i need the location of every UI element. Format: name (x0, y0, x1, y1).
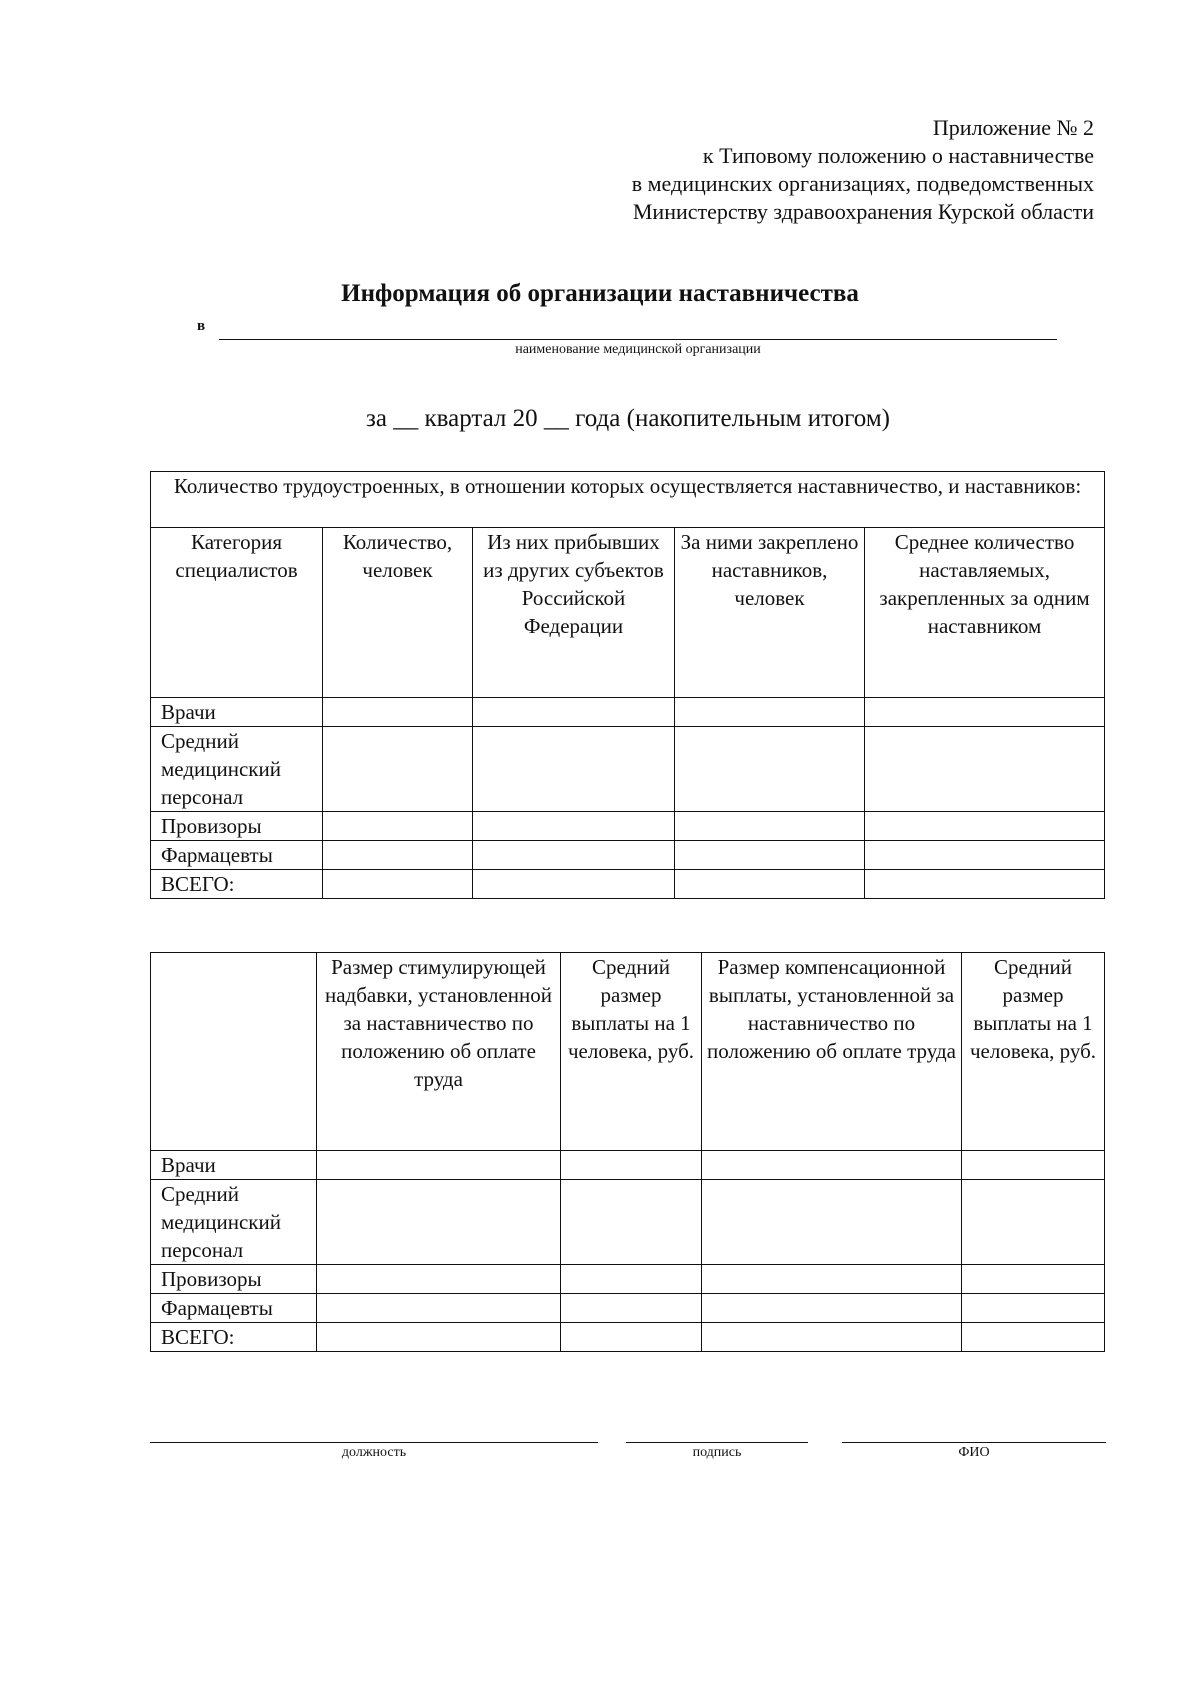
organization-prefix: в (197, 318, 206, 334)
data-cell[interactable] (473, 841, 675, 870)
data-cell[interactable] (675, 727, 865, 812)
data-cell[interactable] (675, 812, 865, 841)
row-label: Провизоры (151, 1265, 317, 1294)
table2-header-cell: Размер компенсационной выплаты, установленной за наставничество по положению об оплате труда (702, 953, 962, 1151)
table-row (151, 1180, 1105, 1265)
row-label: Провизоры (151, 812, 323, 841)
table-row (151, 841, 1105, 870)
table1-caption: Количество трудоустроенных, в отношении которых осуществляется наставничество, и наставников: (151, 472, 1105, 528)
data-cell[interactable] (865, 727, 1105, 812)
data-cell[interactable] (675, 698, 865, 727)
appendix-line: Министерству здравоохранения Курской области (632, 199, 1094, 224)
data-cell[interactable] (865, 870, 1105, 899)
data-cell[interactable] (317, 1180, 561, 1265)
data-cell[interactable] (865, 841, 1105, 870)
position-fill-line[interactable] (150, 1442, 598, 1443)
table2-header-cell: Средний размер выплаты на 1 человека, руб. (561, 953, 702, 1151)
table1-header-cell: За ними закреплено наставников, человек (675, 528, 865, 698)
data-cell[interactable] (317, 1323, 561, 1352)
data-cell[interactable] (317, 1151, 561, 1180)
data-cell[interactable] (323, 698, 473, 727)
data-cell[interactable] (702, 1151, 962, 1180)
row-label: Фармацевты (151, 841, 323, 870)
appendix-line: Приложение № 2 (932, 115, 1094, 140)
data-cell[interactable] (962, 1294, 1105, 1323)
data-cell[interactable] (317, 1294, 561, 1323)
table-row (151, 812, 1105, 841)
table2-header-cell: Средний размер выплаты на 1 человека, руб. (962, 953, 1105, 1151)
data-cell[interactable] (702, 1323, 962, 1352)
mentoring-payment-table (150, 952, 1105, 1352)
document-title: Информация об организации наставничества (341, 280, 859, 307)
row-label: ВСЕГО: (151, 1323, 317, 1352)
table-row (151, 1265, 1105, 1294)
table-row (151, 1294, 1105, 1323)
row-label: Средний медицинский персонал (151, 1180, 317, 1265)
organization-line (197, 318, 1057, 357)
table1-header-cell: Из них прибывших из других субъектов Российской Федерации (473, 528, 675, 698)
full-name-fill-line[interactable] (842, 1442, 1106, 1443)
data-cell[interactable] (323, 870, 473, 899)
data-cell[interactable] (702, 1265, 962, 1294)
data-cell[interactable] (675, 841, 865, 870)
data-cell[interactable] (865, 698, 1105, 727)
position-signature-field (150, 1442, 598, 1472)
table1-header-cell: Среднее количество наставляемых, закрепленных за одним наставником (865, 528, 1105, 698)
data-cell[interactable] (323, 812, 473, 841)
signature-field (626, 1442, 808, 1472)
data-cell[interactable] (323, 841, 473, 870)
data-cell[interactable] (561, 1294, 702, 1323)
data-cell[interactable] (561, 1180, 702, 1265)
mentoring-count-table (150, 471, 1105, 899)
table2-header-cell: Размер стимулирующей надбавки, установленной за наставничество по положению об оплате труда (317, 953, 561, 1151)
appendix-header (560, 114, 1094, 226)
table1-header-cell: Категория специалистов (151, 528, 323, 698)
table-row (151, 870, 1105, 899)
table-row (151, 727, 1105, 812)
data-cell[interactable] (962, 1180, 1105, 1265)
signature-caption: подпись (692, 1445, 742, 1460)
row-label: Врачи (151, 698, 323, 727)
row-label: Средний медицинский персонал (151, 727, 323, 812)
row-label: Врачи (151, 1151, 317, 1180)
full-name-field (842, 1442, 1106, 1472)
data-cell[interactable] (675, 870, 865, 899)
data-cell[interactable] (962, 1151, 1105, 1180)
data-cell[interactable] (702, 1294, 962, 1323)
row-label: ВСЕГО: (151, 870, 323, 899)
table-row (151, 698, 1105, 727)
full-name-caption: ФИО (958, 1445, 990, 1460)
organization-fill-line[interactable] (219, 339, 1057, 340)
data-cell[interactable] (473, 727, 675, 812)
data-cell[interactable] (473, 698, 675, 727)
data-cell[interactable] (962, 1323, 1105, 1352)
table1-header-cell: Количество, человек (323, 528, 473, 698)
table-row (151, 1151, 1105, 1180)
data-cell[interactable] (561, 1265, 702, 1294)
organization-caption: наименование медицинской организации (515, 342, 761, 357)
position-caption: должность (341, 1445, 407, 1460)
appendix-line: к Типовому положению о наставничестве (702, 143, 1094, 168)
table2-header-cell (151, 953, 317, 1151)
data-cell[interactable] (702, 1180, 962, 1265)
data-cell[interactable] (962, 1265, 1105, 1294)
appendix-line: в медицинских организациях, подведомственных (631, 171, 1094, 196)
signature-fill-line[interactable] (626, 1442, 808, 1443)
data-cell[interactable] (473, 812, 675, 841)
data-cell[interactable] (323, 727, 473, 812)
table-row (151, 1323, 1105, 1352)
data-cell[interactable] (561, 1323, 702, 1352)
row-label: Фармацевты (151, 1294, 317, 1323)
data-cell[interactable] (561, 1151, 702, 1180)
data-cell[interactable] (473, 870, 675, 899)
data-cell[interactable] (865, 812, 1105, 841)
reporting-period: за __ квартал 20 __ года (накопительным итогом) (366, 405, 890, 432)
data-cell[interactable] (317, 1265, 561, 1294)
